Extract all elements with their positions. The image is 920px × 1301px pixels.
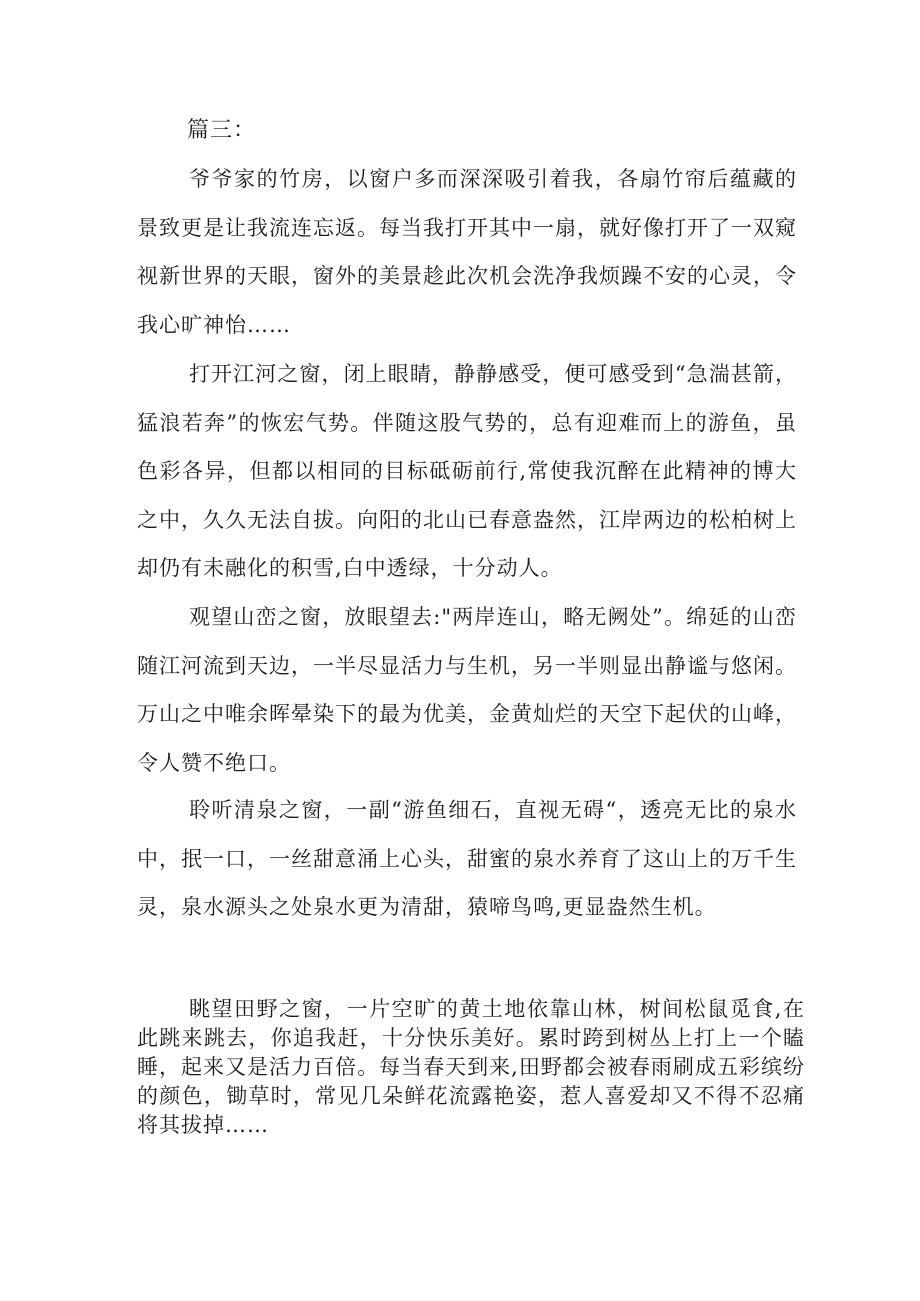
- paragraph-field-window: 眺望田野之窗，一片空旷的黄土地依靠山林，树间松鼠觅食,在此跳来跳去，你追我赶，十分快乐美好。累时跨到树丛上打上一个瞌睡，起来又是活力百倍。每当春天到来,田野都会被春雨刷成五彩缤纷的颜色，锄草时，常见几朵鲜花流露艳姿，惹人喜爱却又不得不忍痛将其拔掉……: [137, 997, 805, 1137]
- section-heading: 篇三：: [187, 118, 257, 143]
- paragraph-mountain-window: 观望山峦之窗，放眼望去:"两岸连山，略无阙处”。绵延的山峦随江河流到天边，一半尽显活力与生机，另一半则显出静谧与悠闲。万山之中唯余晖晕染下的最为优美，金黄灿烂的天空下起伏的山峰，令人赞不绝口。: [137, 605, 797, 775]
- paragraph-river-window: 打开江河之窗，闭上眼睛，静静感受，便可感受到“急湍甚箭，猛浪若奔”的恢宏气势。伴随这股气势的，总有迎难而上的游鱼，虽色彩各异，但都以相同的目标砥砺前行,常使我沉醉在此精神的博大之中，久久无法自拔。向阳的北山已春意盎然，江岸两边的松柏树上却仍有未融化的积雪,白中透绿，十分动人。: [137, 362, 797, 580]
- paragraph-intro: 爷爷家的竹房，以窗户多而深深吸引着我，各扇竹帘后蕴藏的景致更是让我流连忘返。每当我打开其中一扇，就好像打开了一双窥视新世界的天眼，窗外的美景趁此次机会洗净我烦躁不安的心灵，令我心旷神怡……: [137, 167, 797, 337]
- paragraph-spring-window: 聆听清泉之窗，一副“游鱼细石，直视无碍“，透亮无比的泉水中，抿一口，一丝甜意涌上心头，甜蜜的泉水养育了这山上的万千生灵，泉水源头之处泉水更为清甜，猿啼鸟鸣,更显盎然生机。: [137, 798, 797, 919]
